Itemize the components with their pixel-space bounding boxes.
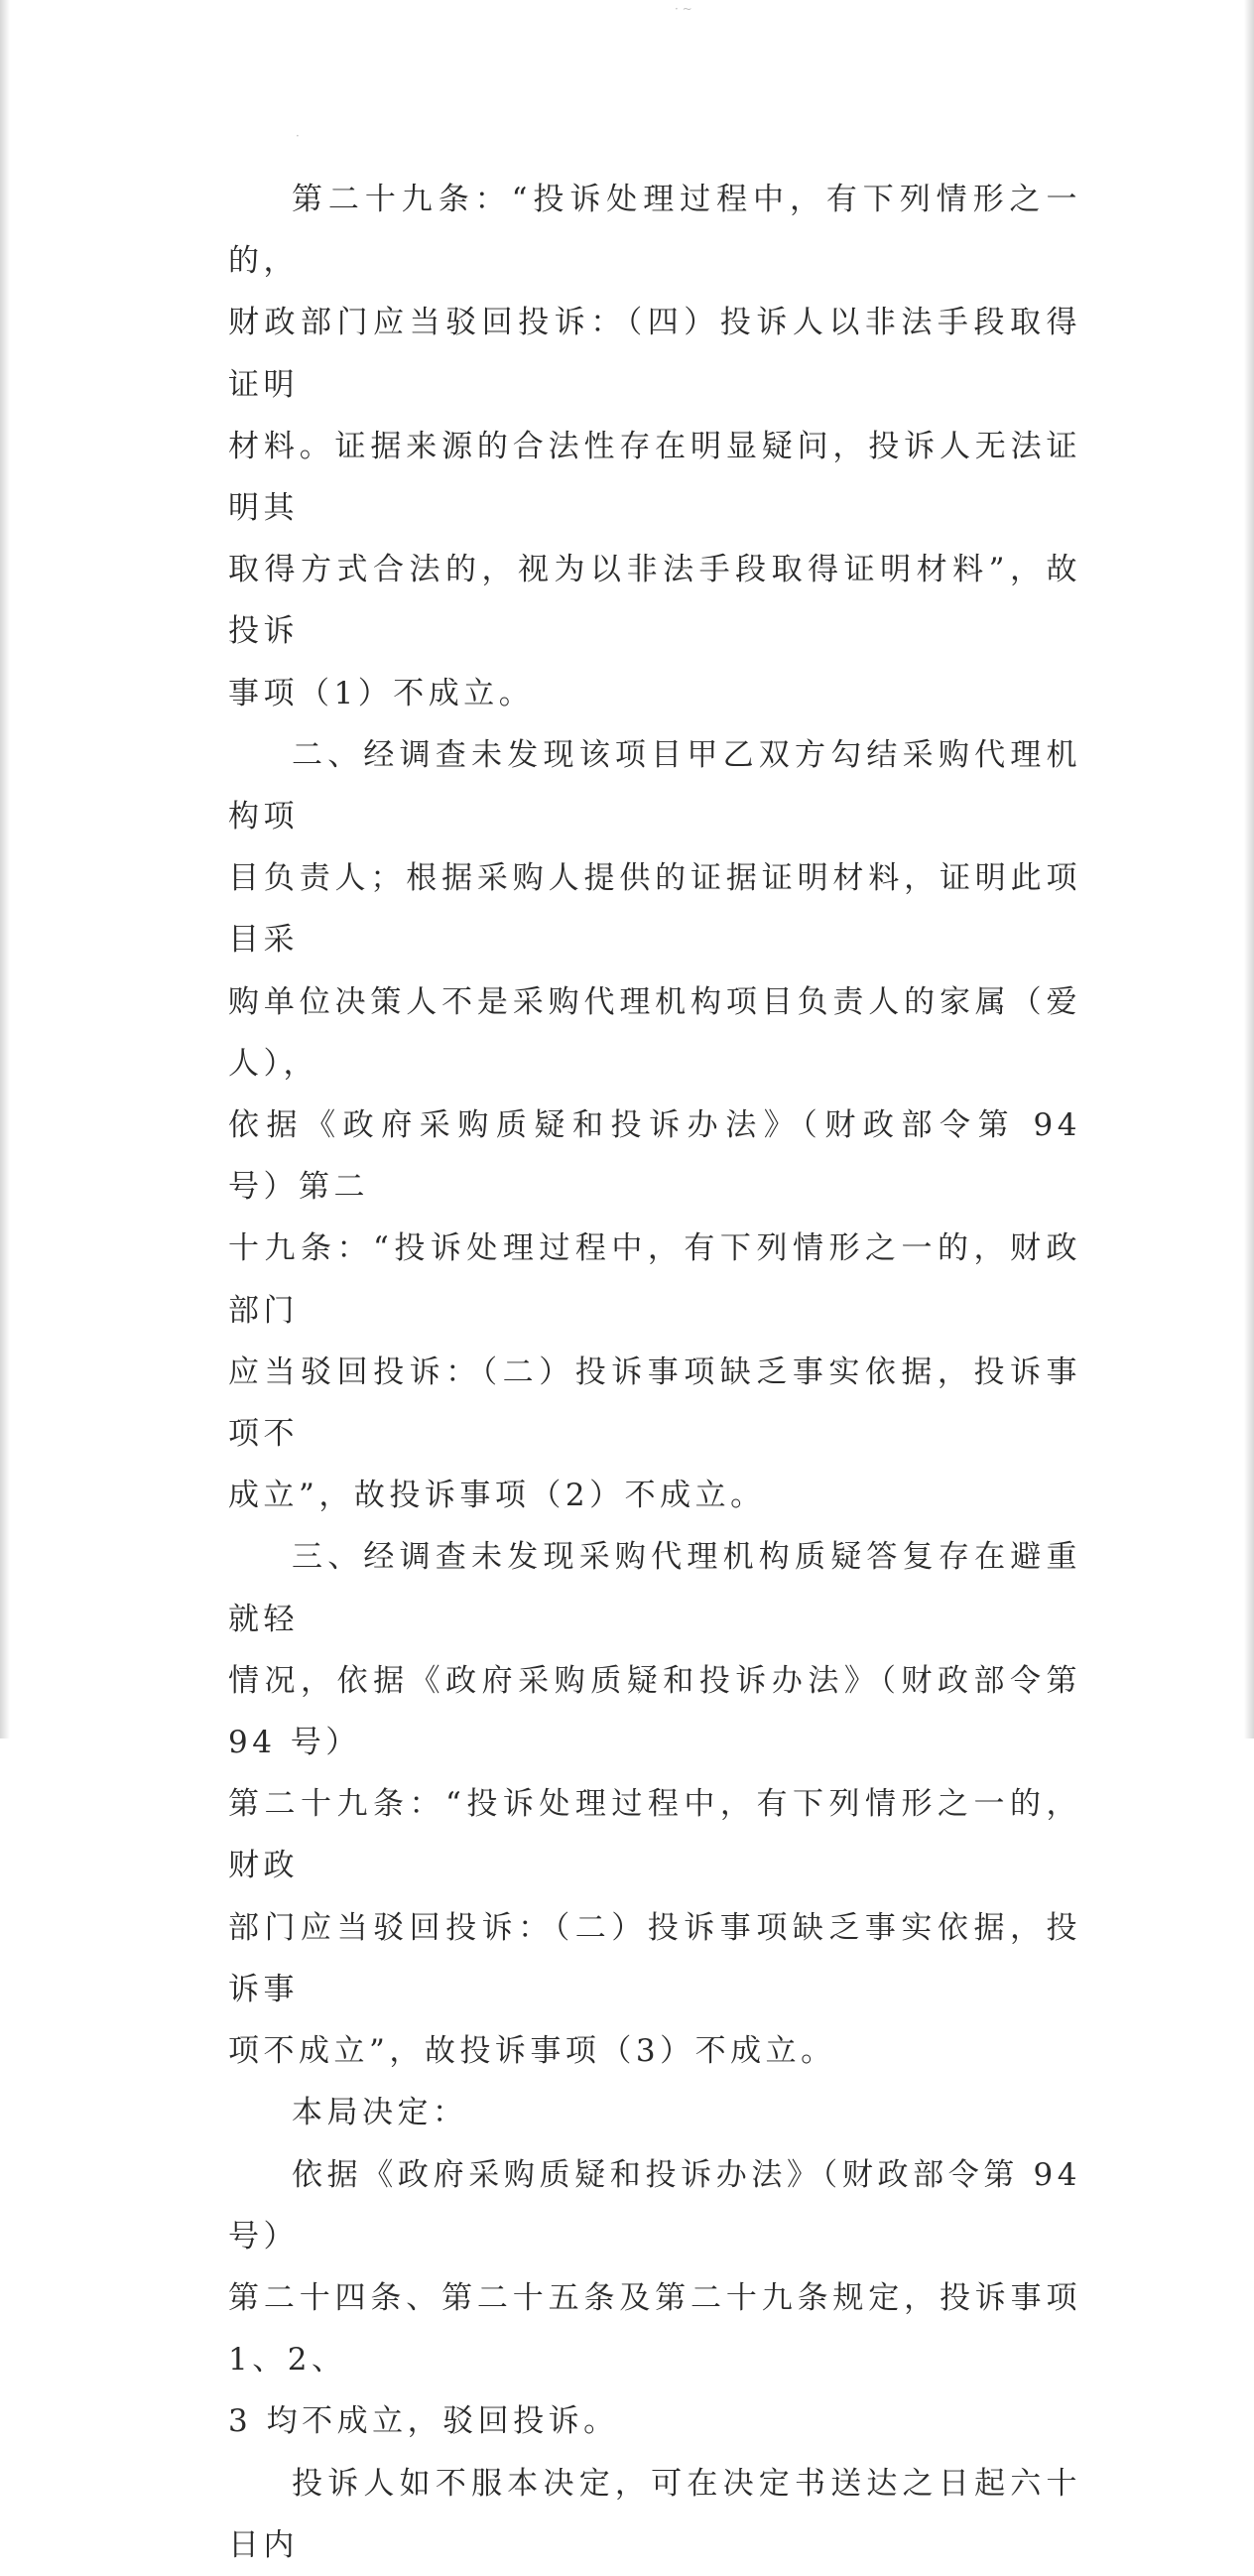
text-line: 部门应当驳回投诉：（二）投诉事项缺乏事实依据，投诉事: [228, 1909, 1081, 2007]
scan-edge-right: [1244, 0, 1254, 1739]
text-line: 3 均不成立，驳回投诉。: [228, 2403, 619, 2440]
scan-speck: · ~: [675, 2, 692, 16]
text-line: 三、经调查未发现采购代理机构质疑答复存在避重就轻: [228, 1539, 1081, 1637]
paragraph-appeal-notice: [228, 2453, 1081, 2576]
text-line: 应当驳回投诉：（二）投诉事项缺乏事实依据，投诉事项不: [228, 1353, 1081, 1453]
text-line: 二、经调查未发现该项目甲乙双方勾结采购代理机构项: [228, 736, 1081, 836]
text-line: 依据《政府采购质疑和投诉办法》（财政部令第 94 号）: [228, 2156, 1096, 2254]
paragraph-decision-heading: [228, 2082, 1081, 2143]
paragraph-article-29-continued: [228, 169, 1081, 724]
scan-edge-left: [0, 0, 10, 1739]
paragraph-finding-3: [228, 1526, 1096, 2082]
text-line: 取得方式合法的，视为以非法手段取得证明材料”，故投诉: [228, 552, 1081, 650]
text-line: 情况，依据《政府采购质疑和投诉办法》（财政部令第 94 号）: [228, 1662, 1096, 1761]
text-line: 财政部门应当驳回投诉：（四）投诉人以非法手段取得证明: [228, 305, 1081, 403]
text-line: 第二十九条：“投诉处理过程中，有下列情形之一的，: [228, 182, 1081, 280]
text-line: 购单位决策人不是采购代理机构项目负责人的家属（爱人），: [228, 983, 1081, 1082]
text-line: 项不成立”，故投诉事项（3）不成立。: [228, 2033, 836, 2070]
text-line: 成立”，故投诉事项（2）不成立。: [228, 1478, 766, 1514]
document-body: [228, 169, 1096, 2576]
text-line: 事项（1）不成立。: [228, 675, 535, 711]
text-line: 第二十九条：“投诉处理过程中，有下列情形之一的，财政: [228, 1786, 1081, 1884]
text-line: 目负责人；根据采购人提供的证据证明材料，证明此项目采: [228, 860, 1081, 959]
text-line: 投诉人如不服本决定，可在决定书送达之日起六十日内: [228, 2465, 1081, 2563]
text-line: 第二十四条、第二十五条及第二十九条规定，投诉事项 1、2、: [228, 2279, 1096, 2379]
text-line: 材料。证据来源的合法性存在明显疑问，投诉人无法证明其: [228, 428, 1081, 527]
text-line: 依据《政府采购质疑和投诉办法》（财政部令第 94 号）第二: [228, 1107, 1096, 1206]
paragraph-finding-2: [228, 724, 1096, 1527]
text-line: 本局决定：: [292, 2095, 468, 2131]
text-line: 十九条：“投诉处理过程中，有下列情形之一的，财政部门: [228, 1230, 1081, 1329]
scan-speck: ·: [296, 129, 300, 143]
paragraph-decision: [228, 2144, 1096, 2453]
document-page: [228, 169, 1096, 2576]
